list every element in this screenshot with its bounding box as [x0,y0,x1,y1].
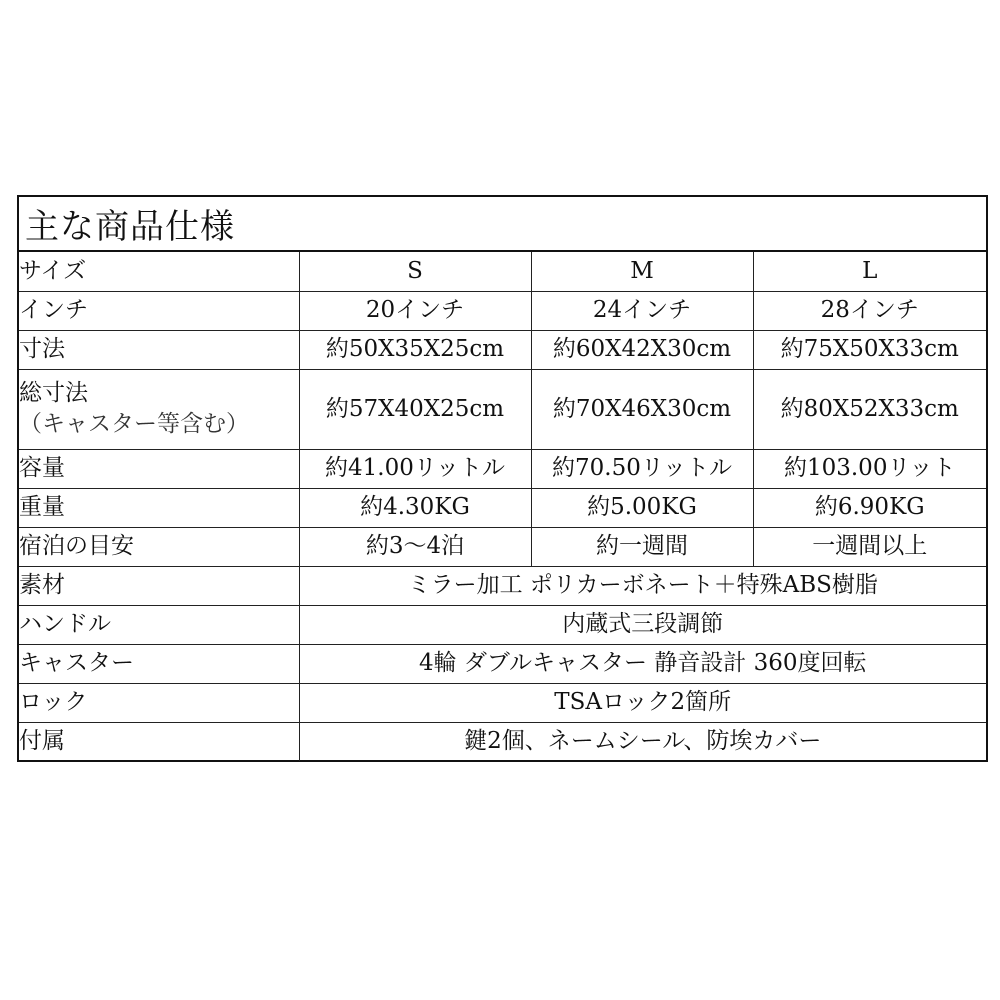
size-header-m: M [531,252,753,291]
table-row-dimensions [19,330,986,369]
inch-s: 20インチ [299,291,531,330]
row-label-capacity: 容量 [19,449,299,488]
capacity-l: 約103.00リット [753,449,986,488]
total-dimensions-label: 総寸法 [19,380,88,406]
row-label-size: サイズ [19,252,299,291]
stay-l: 一週間以上 [753,527,986,566]
total-dimensions-m: 約70X46X30cm [531,369,753,449]
stay-m: 約一週間 [531,527,753,566]
lock-value: TSAロック2箇所 [299,683,986,722]
caster-value: 4輪 ダブルキャスター 静音設計 360度回転 [299,644,986,683]
spec-grid [19,252,986,761]
row-label-total-dimensions [19,369,299,449]
row-label-handle: ハンドル [19,605,299,644]
row-label-caster: キャスター [19,644,299,683]
size-header-s: S [299,252,531,291]
accessories-value: 鍵2個、ネームシール、防埃カバー [299,722,986,761]
capacity-s: 約41.00リットル [299,449,531,488]
table-title: 主な商品仕様 [19,197,986,252]
table-row-lock [19,683,986,722]
inch-l: 28インチ [753,291,986,330]
size-header-l: L [753,252,986,291]
table-row-size [19,252,986,291]
table-row-inch [19,291,986,330]
weight-l: 約6.90KG [753,488,986,527]
stay-s: 約3～4泊 [299,527,531,566]
spec-table [17,195,988,762]
table-row-stay [19,527,986,566]
row-label-inch: インチ [19,291,299,330]
row-label-lock: ロック [19,683,299,722]
total-dimensions-l: 約80X52X33cm [753,369,986,449]
row-label-dimensions: 寸法 [19,330,299,369]
table-row-material [19,566,986,605]
table-row-accessories [19,722,986,761]
dimensions-s: 約50X35X25cm [299,330,531,369]
weight-s: 約4.30KG [299,488,531,527]
weight-m: 約5.00KG [531,488,753,527]
inch-m: 24インチ [531,291,753,330]
total-dimensions-sublabel: （キャスター等含む） [19,411,249,437]
table-row-handle [19,605,986,644]
table-row-total-dimensions [19,369,986,449]
row-label-accessories: 付属 [19,722,299,761]
row-label-material: 素材 [19,566,299,605]
table-row-caster [19,644,986,683]
material-value: ミラー加工 ポリカーボネート＋特殊ABS樹脂 [299,566,986,605]
dimensions-l: 約75X50X33cm [753,330,986,369]
table-row-capacity [19,449,986,488]
row-label-stay: 宿泊の目安 [19,527,299,566]
total-dimensions-s: 約57X40X25cm [299,369,531,449]
row-label-weight: 重量 [19,488,299,527]
dimensions-m: 約60X42X30cm [531,330,753,369]
capacity-m: 約70.50リットル [531,449,753,488]
table-row-weight [19,488,986,527]
handle-value: 内蔵式三段調節 [299,605,986,644]
